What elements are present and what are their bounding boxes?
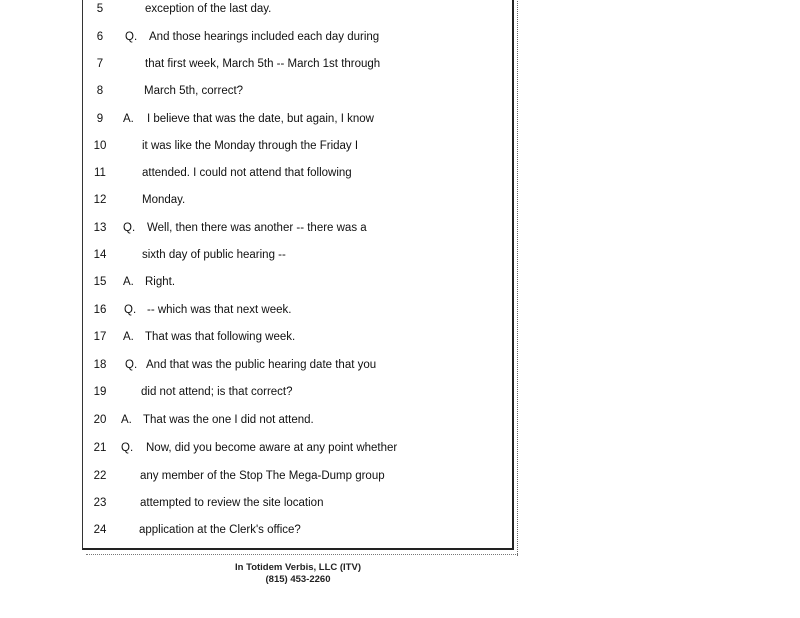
transcript-line: [83, 136, 515, 156]
transcript-line: [83, 466, 515, 486]
line-number: 9: [96, 113, 104, 125]
transcript-line: [83, 190, 515, 210]
transcript-line: [83, 163, 515, 183]
transcript-page: [82, 0, 514, 550]
line-number: 21: [93, 442, 107, 454]
speaker-label: A.: [123, 331, 134, 343]
line-number: 20: [93, 414, 107, 426]
line-number: 16: [93, 304, 107, 316]
line-text: That was the one I did not attend.: [143, 414, 314, 426]
transcript-line: [83, 300, 515, 320]
line-number: 8: [96, 85, 104, 97]
transcript-line: [83, 27, 515, 47]
line-number: 19: [93, 386, 107, 398]
speaker-label: A.: [121, 414, 132, 426]
line-text: And those hearings included each day during: [149, 31, 380, 43]
line-text: that first week, March 5th -- March 1st through: [145, 58, 381, 70]
line-number: 10: [93, 140, 107, 152]
line-number: 12: [93, 194, 107, 206]
speaker-label: Q.: [125, 31, 138, 43]
line-number: 22: [93, 470, 107, 482]
line-text: application at the Clerk's office?: [139, 524, 301, 536]
transcript-line: [83, 245, 515, 265]
transcript-line: [83, 218, 515, 238]
line-text: That was that following week.: [145, 331, 296, 343]
line-number: 13: [93, 222, 107, 234]
transcript-line: [83, 493, 515, 513]
line-text: I believe that was the date, but again, I know: [147, 113, 374, 125]
line-text: it was like the Monday through the Friday I: [142, 140, 359, 152]
line-text: did not attend; is that correct?: [141, 386, 293, 398]
speaker-label: Q.: [125, 359, 138, 371]
line-text: Well, then there was another -- there was a: [147, 222, 367, 234]
footer-phone: (815) 453-2260: [265, 574, 331, 585]
transcript-line: [83, 355, 515, 375]
transcript-line: [83, 272, 515, 292]
transcript-line: [83, 438, 515, 458]
line-number: 6: [96, 31, 104, 43]
speaker-label: Q.: [124, 304, 137, 316]
line-number: 23: [93, 497, 107, 509]
line-number: 18: [93, 359, 107, 371]
transcript-line: [83, 0, 515, 19]
line-number: 15: [93, 276, 107, 288]
line-number: 5: [96, 3, 104, 15]
line-text: Right.: [145, 276, 176, 288]
transcript-line: [83, 382, 515, 402]
line-text: March 5th, correct?: [144, 85, 244, 97]
line-text: -- which was that next week.: [147, 304, 292, 316]
line-number: 7: [96, 58, 104, 70]
footer-company: In Totidem Verbis, LLC (ITV): [235, 562, 361, 573]
line-number: 17: [93, 331, 107, 343]
page-shadow: [86, 551, 518, 555]
line-text: Now, did you become aware at any point whether: [146, 442, 398, 454]
transcript-line: [83, 327, 515, 347]
transcript-line: [83, 54, 515, 74]
line-text: exception of the last day.: [145, 3, 272, 15]
transcript-line: [83, 109, 515, 129]
line-text: attended. I could not attend that following: [142, 167, 352, 179]
transcript-line: [83, 81, 515, 101]
speaker-label: Q.: [123, 222, 136, 234]
line-number: 11: [94, 167, 106, 179]
speaker-label: A.: [123, 113, 134, 125]
transcript-line: [83, 520, 515, 540]
speaker-label: A.: [123, 276, 134, 288]
line-number: 14: [93, 249, 107, 261]
line-text: And that was the public hearing date that you: [146, 359, 377, 371]
line-text: sixth day of public hearing --: [142, 249, 286, 261]
line-text: Monday.: [142, 194, 186, 206]
transcript-line: [83, 410, 515, 430]
line-text: attempted to review the site location: [140, 497, 324, 509]
line-text: any member of the Stop The Mega-Dump group: [140, 470, 385, 482]
speaker-label: Q.: [121, 442, 134, 454]
line-number: 24: [93, 524, 107, 536]
